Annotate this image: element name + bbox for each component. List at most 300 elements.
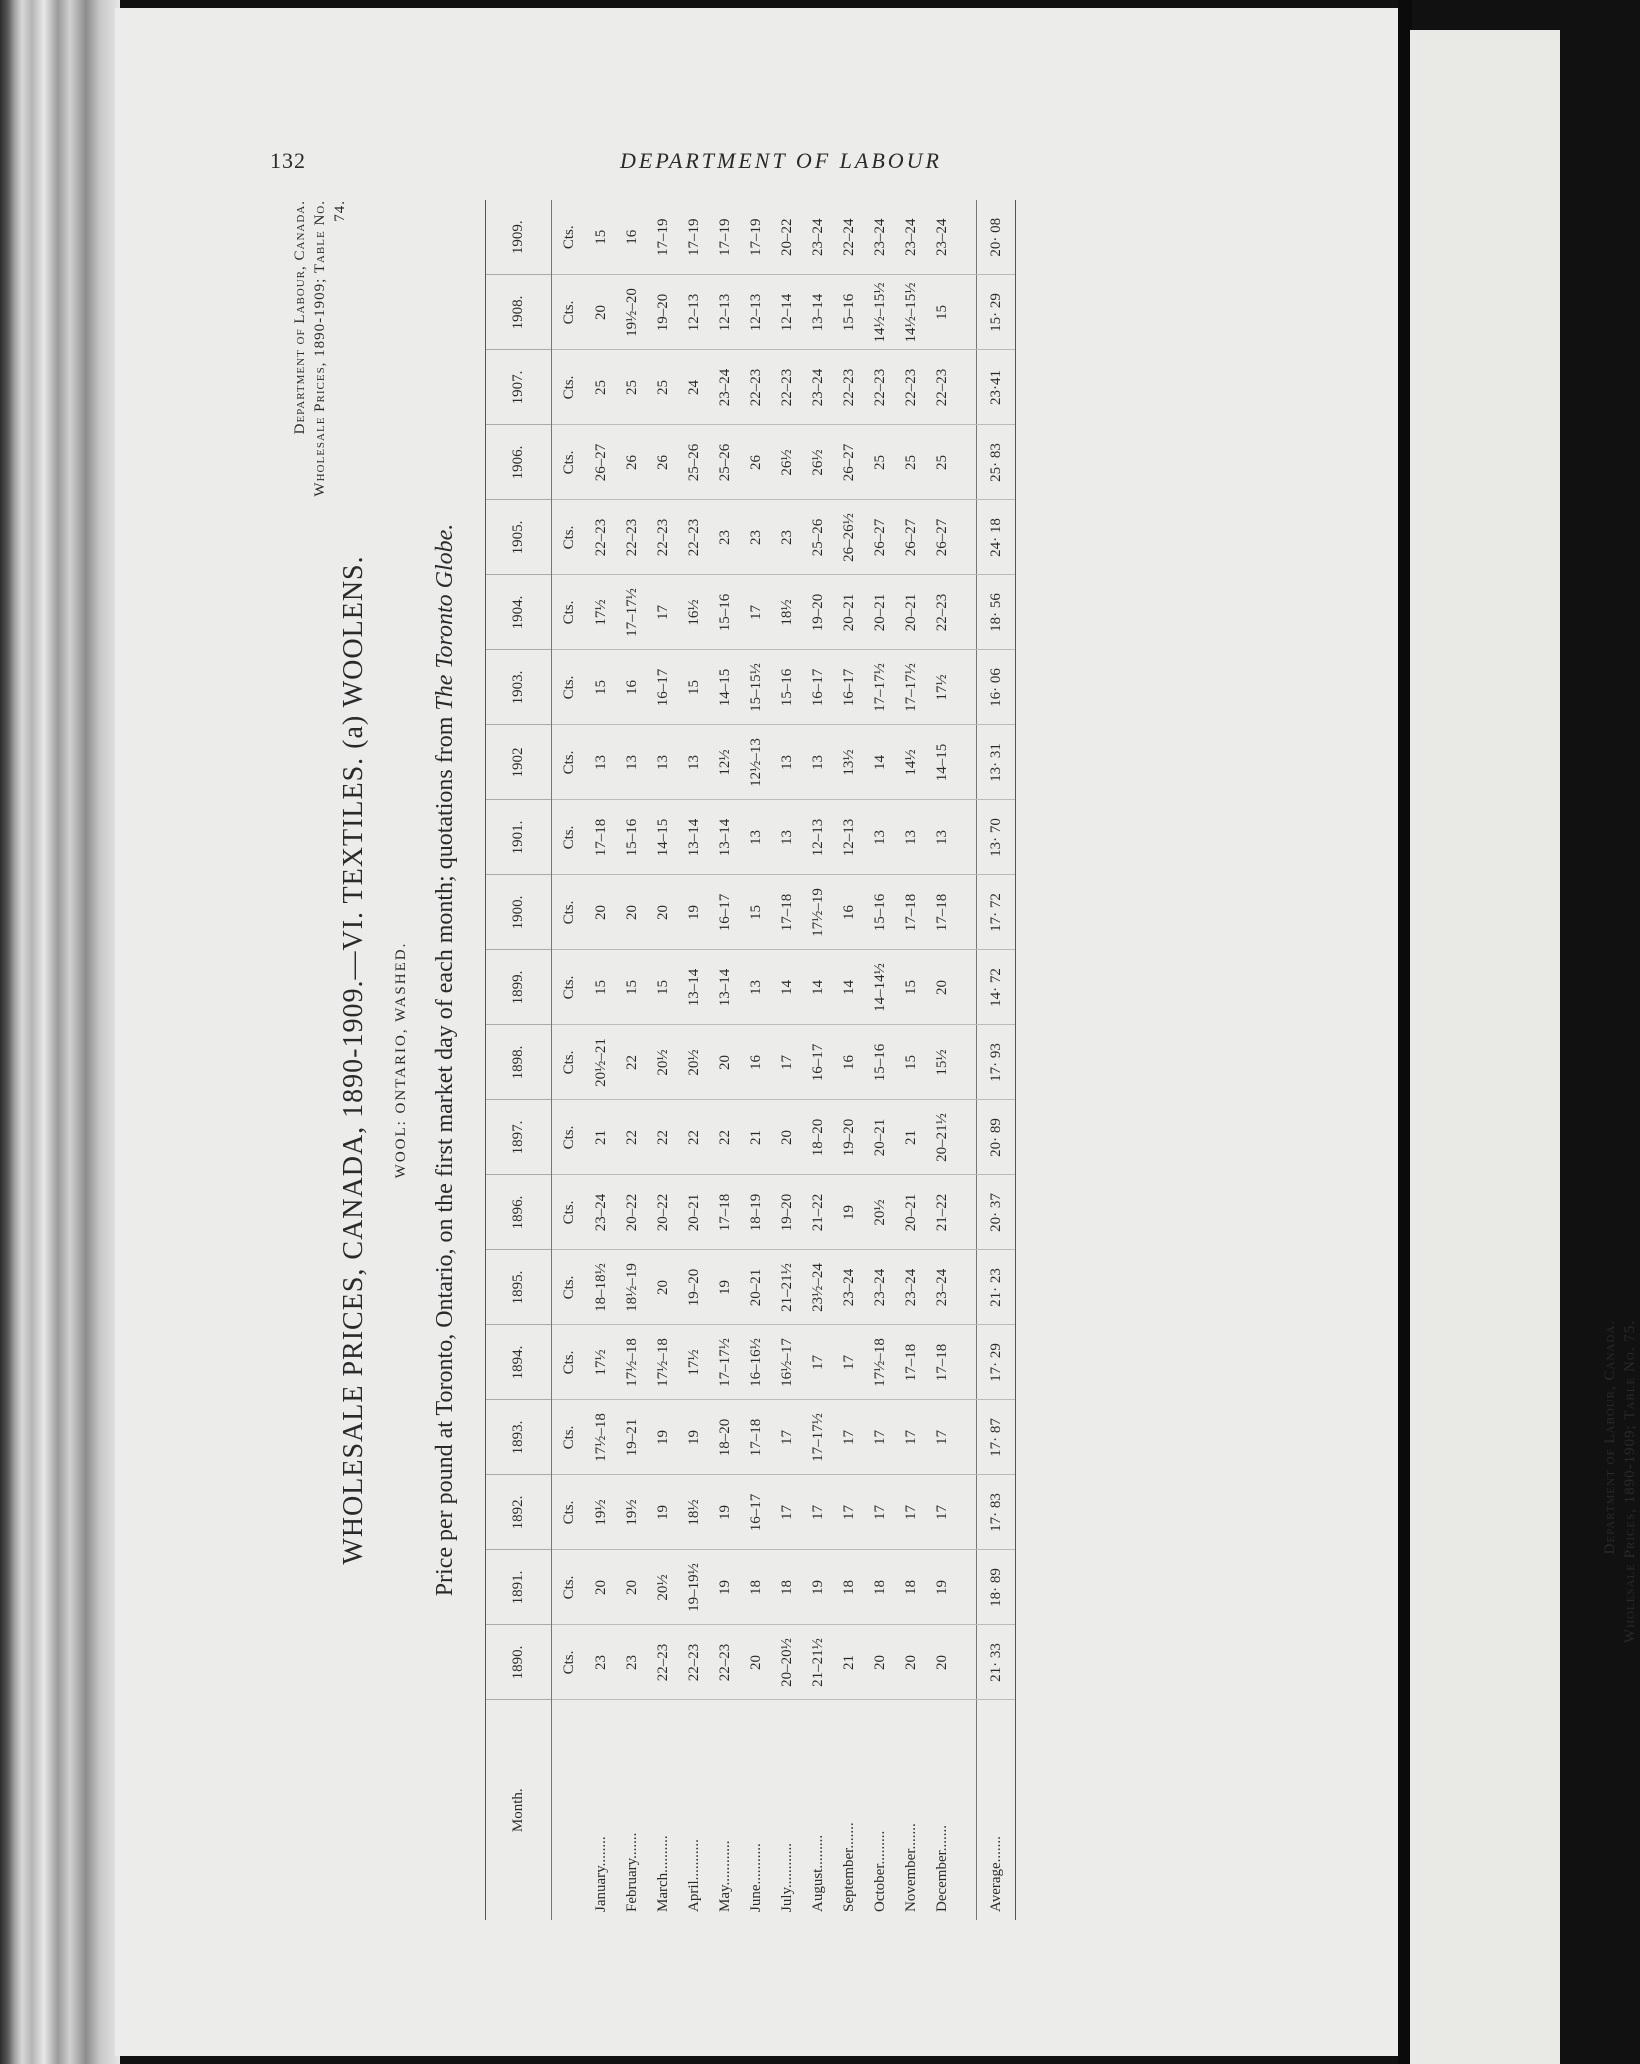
price-cell: 21–21½ [772, 1250, 803, 1325]
price-cell: 26½ [803, 425, 834, 500]
year-header-1900: 1900. [486, 875, 552, 950]
price-cell: 20–22 [772, 200, 803, 275]
price-cell: 25 [586, 350, 617, 425]
price-cell: 15½ [927, 1025, 958, 1100]
price-cell: 13 [865, 800, 896, 875]
price-cell: 20–21½ [927, 1100, 958, 1175]
price-cell: 22 [617, 1100, 648, 1175]
price-cell: 17 [772, 1475, 803, 1550]
price-cell: 20½ [679, 1025, 710, 1100]
price-cell: 16–17 [803, 650, 834, 725]
price-cell: 15 [679, 650, 710, 725]
spacer-cell [958, 200, 977, 275]
price-cell: 16–17 [834, 650, 865, 725]
price-cell: 17–17½ [865, 650, 896, 725]
units-row [552, 200, 587, 1920]
price-cell: 20½ [648, 1550, 679, 1625]
price-cell: 18 [772, 1550, 803, 1625]
price-cell: 18–18½ [586, 1250, 617, 1325]
price-cell: 14 [803, 950, 834, 1025]
price-cell: 17 [927, 1475, 958, 1550]
caption-text: Price per pound at Toronto, Ontario, on the first market day of each month; quotations from [432, 716, 458, 1597]
average-cell: 17· 72 [977, 875, 1016, 950]
price-cell: 23–24 [927, 200, 958, 275]
price-cell: 22–23 [648, 500, 679, 575]
price-cell: 19 [803, 1550, 834, 1625]
price-cell: 20 [927, 950, 958, 1025]
price-cell: 17–18 [710, 1175, 741, 1250]
spacer-cell [958, 575, 977, 650]
price-cell: 17 [896, 1400, 927, 1475]
spacer-cell [958, 275, 977, 350]
table-row [710, 200, 741, 1920]
unit-cell: Cts. [552, 1625, 587, 1700]
price-cell: 22–23 [834, 350, 865, 425]
month-cell: April........... [686, 1839, 702, 1912]
price-cell: 20 [617, 875, 648, 950]
price-cell: 12–13 [710, 275, 741, 350]
month-cell: January........ [593, 1836, 609, 1912]
price-cell: 17–17½ [710, 1325, 741, 1400]
price-cell: 22–23 [896, 350, 927, 425]
month-cell: June........... [748, 1843, 764, 1912]
price-cell: 20–21 [679, 1175, 710, 1250]
price-cell: 23–24 [586, 1175, 617, 1250]
price-cell: 23 [586, 1625, 617, 1700]
price-cell: 19½ [617, 1475, 648, 1550]
price-cell: 13 [741, 800, 772, 875]
average-cell: 13· 70 [977, 800, 1016, 875]
average-cell: 15· 29 [977, 275, 1016, 350]
price-cell: 15 [741, 875, 772, 950]
price-cell: 17 [772, 1025, 803, 1100]
price-cell: 17½ [586, 1325, 617, 1400]
average-cell: 13· 31 [977, 725, 1016, 800]
average-label: Average....... [977, 1700, 1016, 1920]
price-cell: 19½ [586, 1475, 617, 1550]
price-cell: 23–24 [865, 1250, 896, 1325]
price-cell: 20–22 [617, 1175, 648, 1250]
price-cell: 14 [772, 950, 803, 1025]
price-cell: 16–17 [741, 1475, 772, 1550]
price-cell: 22–23 [679, 1625, 710, 1700]
price-cell: 22 [648, 1100, 679, 1175]
price-cell: 17½–19 [803, 875, 834, 950]
price-cell: 17½–18 [617, 1325, 648, 1400]
next-page-table-reference [1600, 1320, 1640, 1820]
price-cell: 15 [896, 950, 927, 1025]
price-cell: 26–27 [865, 500, 896, 575]
table-row [741, 200, 772, 1920]
price-cell: 14½–15½ [865, 275, 896, 350]
price-cell: 20 [772, 1100, 803, 1175]
average-cell: 17· 93 [977, 1025, 1016, 1100]
price-cell: 19–20 [834, 1100, 865, 1175]
price-cell: 13 [772, 800, 803, 875]
price-cell: 22–23 [927, 575, 958, 650]
unit-cell: Cts. [552, 575, 587, 650]
price-cell: 22 [679, 1100, 710, 1175]
price-cell: 20 [586, 1550, 617, 1625]
price-cell: 17–18 [927, 1325, 958, 1400]
price-cell: 20–21 [896, 1175, 927, 1250]
month-cell: August......... [810, 1834, 826, 1912]
price-cell: 26–27 [896, 500, 927, 575]
price-cell: 19–21 [617, 1400, 648, 1475]
price-cell: 15–16 [710, 575, 741, 650]
price-cell: 17½ [586, 575, 617, 650]
year-header-1902: 1902 [486, 725, 552, 800]
spacer-cell [958, 800, 977, 875]
year-header-1897: 1897. [486, 1100, 552, 1175]
table-title: WHOLESALE PRICES, CANADA, 1890-1909.—VI. TEXTILES. (a) WOOLENS. [338, 555, 369, 1565]
price-cell: 13–14 [803, 275, 834, 350]
price-cell: 22–23 [710, 1625, 741, 1700]
price-cell: 12–14 [772, 275, 803, 350]
price-cell: 15–16 [865, 1025, 896, 1100]
price-cell: 17–17½ [803, 1400, 834, 1475]
next-page-strip [1410, 30, 1560, 2064]
price-cell: 17–18 [896, 875, 927, 950]
spacer-cell [958, 1250, 977, 1325]
spacer-cell [958, 425, 977, 500]
price-cell: 18½–19 [617, 1250, 648, 1325]
price-cell: 19 [710, 1250, 741, 1325]
price-cell: 13–14 [710, 800, 741, 875]
price-cell: 23–24 [927, 1250, 958, 1325]
spacer-cell [958, 1700, 977, 1920]
price-cell: 20–21 [896, 575, 927, 650]
price-cell: 15–16 [617, 800, 648, 875]
year-header-1895: 1895. [486, 1250, 552, 1325]
average-cell: 16· 06 [977, 650, 1016, 725]
price-cell: 19–19½ [679, 1550, 710, 1625]
units-row-label [552, 1700, 587, 1920]
price-cell: 15–16 [772, 650, 803, 725]
year-header-1890: 1890. [486, 1625, 552, 1700]
price-cell: 22–23 [741, 350, 772, 425]
price-cell: 17 [896, 1475, 927, 1550]
unit-cell: Cts. [552, 650, 587, 725]
price-cell: 17–19 [648, 200, 679, 275]
average-cell: 14· 72 [977, 950, 1016, 1025]
table-row [803, 200, 834, 1920]
price-cell: 21–22 [927, 1175, 958, 1250]
price-cell: 17–18 [586, 800, 617, 875]
price-cell: 19–20 [772, 1175, 803, 1250]
price-cell: 15 [896, 1025, 927, 1100]
price-cell: 20 [617, 1550, 648, 1625]
price-cell: 23–24 [896, 1250, 927, 1325]
price-cell: 26–27 [586, 425, 617, 500]
price-cell: 18½ [679, 1475, 710, 1550]
price-cell: 23 [772, 500, 803, 575]
price-cell: 22–23 [648, 1625, 679, 1700]
spacer-cell [958, 950, 977, 1025]
price-cell: 19 [679, 1400, 710, 1475]
unit-cell: Cts. [552, 1250, 587, 1325]
price-cell: 12–13 [679, 275, 710, 350]
price-cell: 13–14 [679, 950, 710, 1025]
price-cell: 17–18 [772, 875, 803, 950]
price-cell: 16–16½ [741, 1325, 772, 1400]
year-header-1893: 1893. [486, 1400, 552, 1475]
price-cell: 22 [617, 1025, 648, 1100]
price-cell: 20–21 [865, 1100, 896, 1175]
price-cell: 20 [710, 1025, 741, 1100]
price-cell: 20–22 [648, 1175, 679, 1250]
price-table [485, 200, 1016, 1920]
price-cell: 19 [648, 1400, 679, 1475]
price-cell: 14–15 [710, 650, 741, 725]
book-binding-edge [0, 0, 120, 2064]
unit-cell: Cts. [552, 425, 587, 500]
price-cell: 22–23 [865, 350, 896, 425]
price-cell: 22–23 [617, 500, 648, 575]
price-cell: 25 [896, 425, 927, 500]
table-row [927, 200, 958, 1920]
price-cell: 22–24 [834, 200, 865, 275]
price-cell: 20 [648, 1250, 679, 1325]
year-header-1894: 1894. [486, 1325, 552, 1400]
year-header-1904: 1904. [486, 575, 552, 650]
price-cell: 17–18 [741, 1400, 772, 1475]
year-header-1909: 1909. [486, 200, 552, 275]
price-cell: 17½–18 [865, 1325, 896, 1400]
table-row [679, 200, 710, 1920]
price-cell: 20 [586, 875, 617, 950]
unit-cell: Cts. [552, 725, 587, 800]
spacer-cell [958, 1325, 977, 1400]
price-cell: 23–24 [803, 350, 834, 425]
price-cell: 17½ [679, 1325, 710, 1400]
month-cell: July............ [779, 1842, 795, 1912]
price-cell: 17–19 [710, 200, 741, 275]
average-cell: 17· 83 [977, 1475, 1016, 1550]
month-cell: February....... [624, 1832, 640, 1912]
price-cell: 13 [586, 725, 617, 800]
price-cell: 16 [834, 875, 865, 950]
price-cell: 17 [648, 575, 679, 650]
price-cell: 19½–20 [617, 275, 648, 350]
average-cell: 21· 23 [977, 1250, 1016, 1325]
table-row [896, 200, 927, 1920]
price-cell: 17½ [927, 650, 958, 725]
price-cell: 19–20 [803, 575, 834, 650]
page-number: 132 [270, 148, 306, 173]
price-cell: 18–20 [710, 1400, 741, 1475]
price-cell: 13 [772, 725, 803, 800]
table-row [834, 200, 865, 1920]
month-cell: May............ [717, 1840, 733, 1912]
month-cell: September....... [841, 1822, 857, 1912]
unit-cell: Cts. [552, 1025, 587, 1100]
caption-source: The Toronto Globe. [432, 523, 458, 711]
price-cell: 25–26 [679, 425, 710, 500]
price-cell: 23–24 [834, 1250, 865, 1325]
price-cell: 14–15 [927, 725, 958, 800]
spacer-cell [958, 1025, 977, 1100]
spacer-cell [958, 650, 977, 725]
unit-cell: Cts. [552, 875, 587, 950]
price-cell: 20–21 [834, 575, 865, 650]
next-page-reference-line-1: Department of Labour, Canada. [1602, 1320, 1618, 1555]
price-cell: 25 [648, 350, 679, 425]
price-cell: 21 [834, 1625, 865, 1700]
price-cell: 21 [741, 1100, 772, 1175]
price-cell: 15 [586, 950, 617, 1025]
year-header-1891: 1891. [486, 1550, 552, 1625]
price-cell: 18–20 [803, 1100, 834, 1175]
average-cell: 20· 08 [977, 200, 1016, 275]
price-cell: 21 [586, 1100, 617, 1175]
month-cell: December....... [934, 1824, 950, 1912]
spacer-row [958, 200, 977, 1920]
price-cell: 17–18 [896, 1325, 927, 1400]
unit-cell: Cts. [552, 1100, 587, 1175]
price-cell: 15 [648, 950, 679, 1025]
average-row [977, 200, 1016, 1920]
unit-cell: Cts. [552, 500, 587, 575]
table-subtitle: WOOL: ONTARIO, WASHED. [393, 941, 409, 1179]
price-cell: 13 [803, 725, 834, 800]
table-caption [432, 200, 459, 1920]
price-cell: 20 [648, 875, 679, 950]
average-cell: 21· 33 [977, 1625, 1016, 1700]
year-header-1899: 1899. [486, 950, 552, 1025]
price-cell: 20 [896, 1625, 927, 1700]
year-header-1908: 1908. [486, 275, 552, 350]
average-cell: 18· 89 [977, 1550, 1016, 1625]
spacer-cell [958, 1475, 977, 1550]
price-cell: 26–27 [834, 425, 865, 500]
price-cell: 19 [710, 1550, 741, 1625]
unit-cell: Cts. [552, 200, 587, 275]
price-cell: 19 [927, 1550, 958, 1625]
price-cell: 17 [927, 1400, 958, 1475]
price-cell: 15 [586, 200, 617, 275]
price-cell: 26 [617, 425, 648, 500]
price-cell: 13 [927, 800, 958, 875]
price-cell: 20½ [648, 1025, 679, 1100]
spacer-cell [958, 725, 977, 800]
price-cell: 17–19 [741, 200, 772, 275]
unit-cell: Cts. [552, 800, 587, 875]
price-cell: 21–21½ [803, 1625, 834, 1700]
price-cell: 12½–13 [741, 725, 772, 800]
year-header-1892: 1892. [486, 1475, 552, 1550]
year-header-1907: 1907. [486, 350, 552, 425]
average-cell: 17· 87 [977, 1400, 1016, 1475]
price-cell: 16–17 [803, 1025, 834, 1100]
unit-cell: Cts. [552, 350, 587, 425]
price-cell: 18–19 [741, 1175, 772, 1250]
price-cell: 20–21 [865, 575, 896, 650]
price-cell: 15 [586, 650, 617, 725]
price-cell: 13 [741, 950, 772, 1025]
year-header-1898: 1898. [486, 1025, 552, 1100]
price-cell: 17 [834, 1400, 865, 1475]
price-cell: 20–21 [741, 1250, 772, 1325]
table-row [586, 200, 617, 1920]
price-cell: 16 [617, 200, 648, 275]
price-cell: 15 [617, 950, 648, 1025]
price-cell: 26 [741, 425, 772, 500]
price-cell: 16 [617, 650, 648, 725]
price-cell: 25 [865, 425, 896, 500]
price-cell: 23–24 [896, 200, 927, 275]
table-body [552, 200, 1016, 1920]
price-cell: 16½–17 [772, 1325, 803, 1400]
price-cell: 13 [896, 800, 927, 875]
price-cell: 14½ [896, 725, 927, 800]
spacer-cell [958, 1400, 977, 1475]
price-cell: 18½ [772, 575, 803, 650]
price-cell: 13 [679, 725, 710, 800]
price-cell: 17 [741, 575, 772, 650]
price-cell: 18 [896, 1550, 927, 1625]
price-cell: 25–26 [803, 500, 834, 575]
average-cell: 17· 29 [977, 1325, 1016, 1400]
price-cell: 12–13 [803, 800, 834, 875]
unit-cell: Cts. [552, 1175, 587, 1250]
price-cell: 20 [741, 1625, 772, 1700]
price-cell: 17 [834, 1475, 865, 1550]
price-cell: 19 [679, 875, 710, 950]
year-header-1906: 1906. [486, 425, 552, 500]
month-cell: November....... [903, 1823, 919, 1912]
price-cell: 21 [896, 1100, 927, 1175]
spacer-cell [958, 875, 977, 950]
price-cell: 25 [617, 350, 648, 425]
unit-cell: Cts. [552, 1475, 587, 1550]
spacer-cell [958, 1100, 977, 1175]
price-cell: 17–17½ [617, 575, 648, 650]
price-cell: 26½ [772, 425, 803, 500]
price-cell: 18 [741, 1550, 772, 1625]
price-cell: 23–24 [803, 200, 834, 275]
year-header-1903: 1903. [486, 650, 552, 725]
year-header-1905: 1905. [486, 500, 552, 575]
price-cell: 20 [927, 1625, 958, 1700]
year-header-1901: 1901. [486, 800, 552, 875]
price-cell: 14 [865, 725, 896, 800]
spacer-cell [958, 1550, 977, 1625]
spacer-cell [958, 1175, 977, 1250]
table-reference-line-1: Department of Labour, Canada. [292, 200, 308, 435]
unit-cell: Cts. [552, 1400, 587, 1475]
unit-cell: Cts. [552, 275, 587, 350]
price-cell: 19–20 [679, 1250, 710, 1325]
average-cell: 18· 56 [977, 575, 1016, 650]
price-cell: 13 [617, 725, 648, 800]
average-cell: 25· 83 [977, 425, 1016, 500]
price-cell: 12–13 [741, 275, 772, 350]
price-cell: 16 [741, 1025, 772, 1100]
price-cell: 17½–18 [648, 1325, 679, 1400]
price-cell: 22–23 [679, 500, 710, 575]
price-cell: 12½ [710, 725, 741, 800]
spacer-cell [958, 350, 977, 425]
price-cell: 19 [710, 1475, 741, 1550]
price-cell: 26 [648, 425, 679, 500]
month-cell: March.......... [655, 1835, 671, 1912]
price-cell: 14 [834, 950, 865, 1025]
price-cell: 24 [679, 350, 710, 425]
table-row [772, 200, 803, 1920]
unit-cell: Cts. [552, 1550, 587, 1625]
year-header-row [486, 200, 552, 1920]
